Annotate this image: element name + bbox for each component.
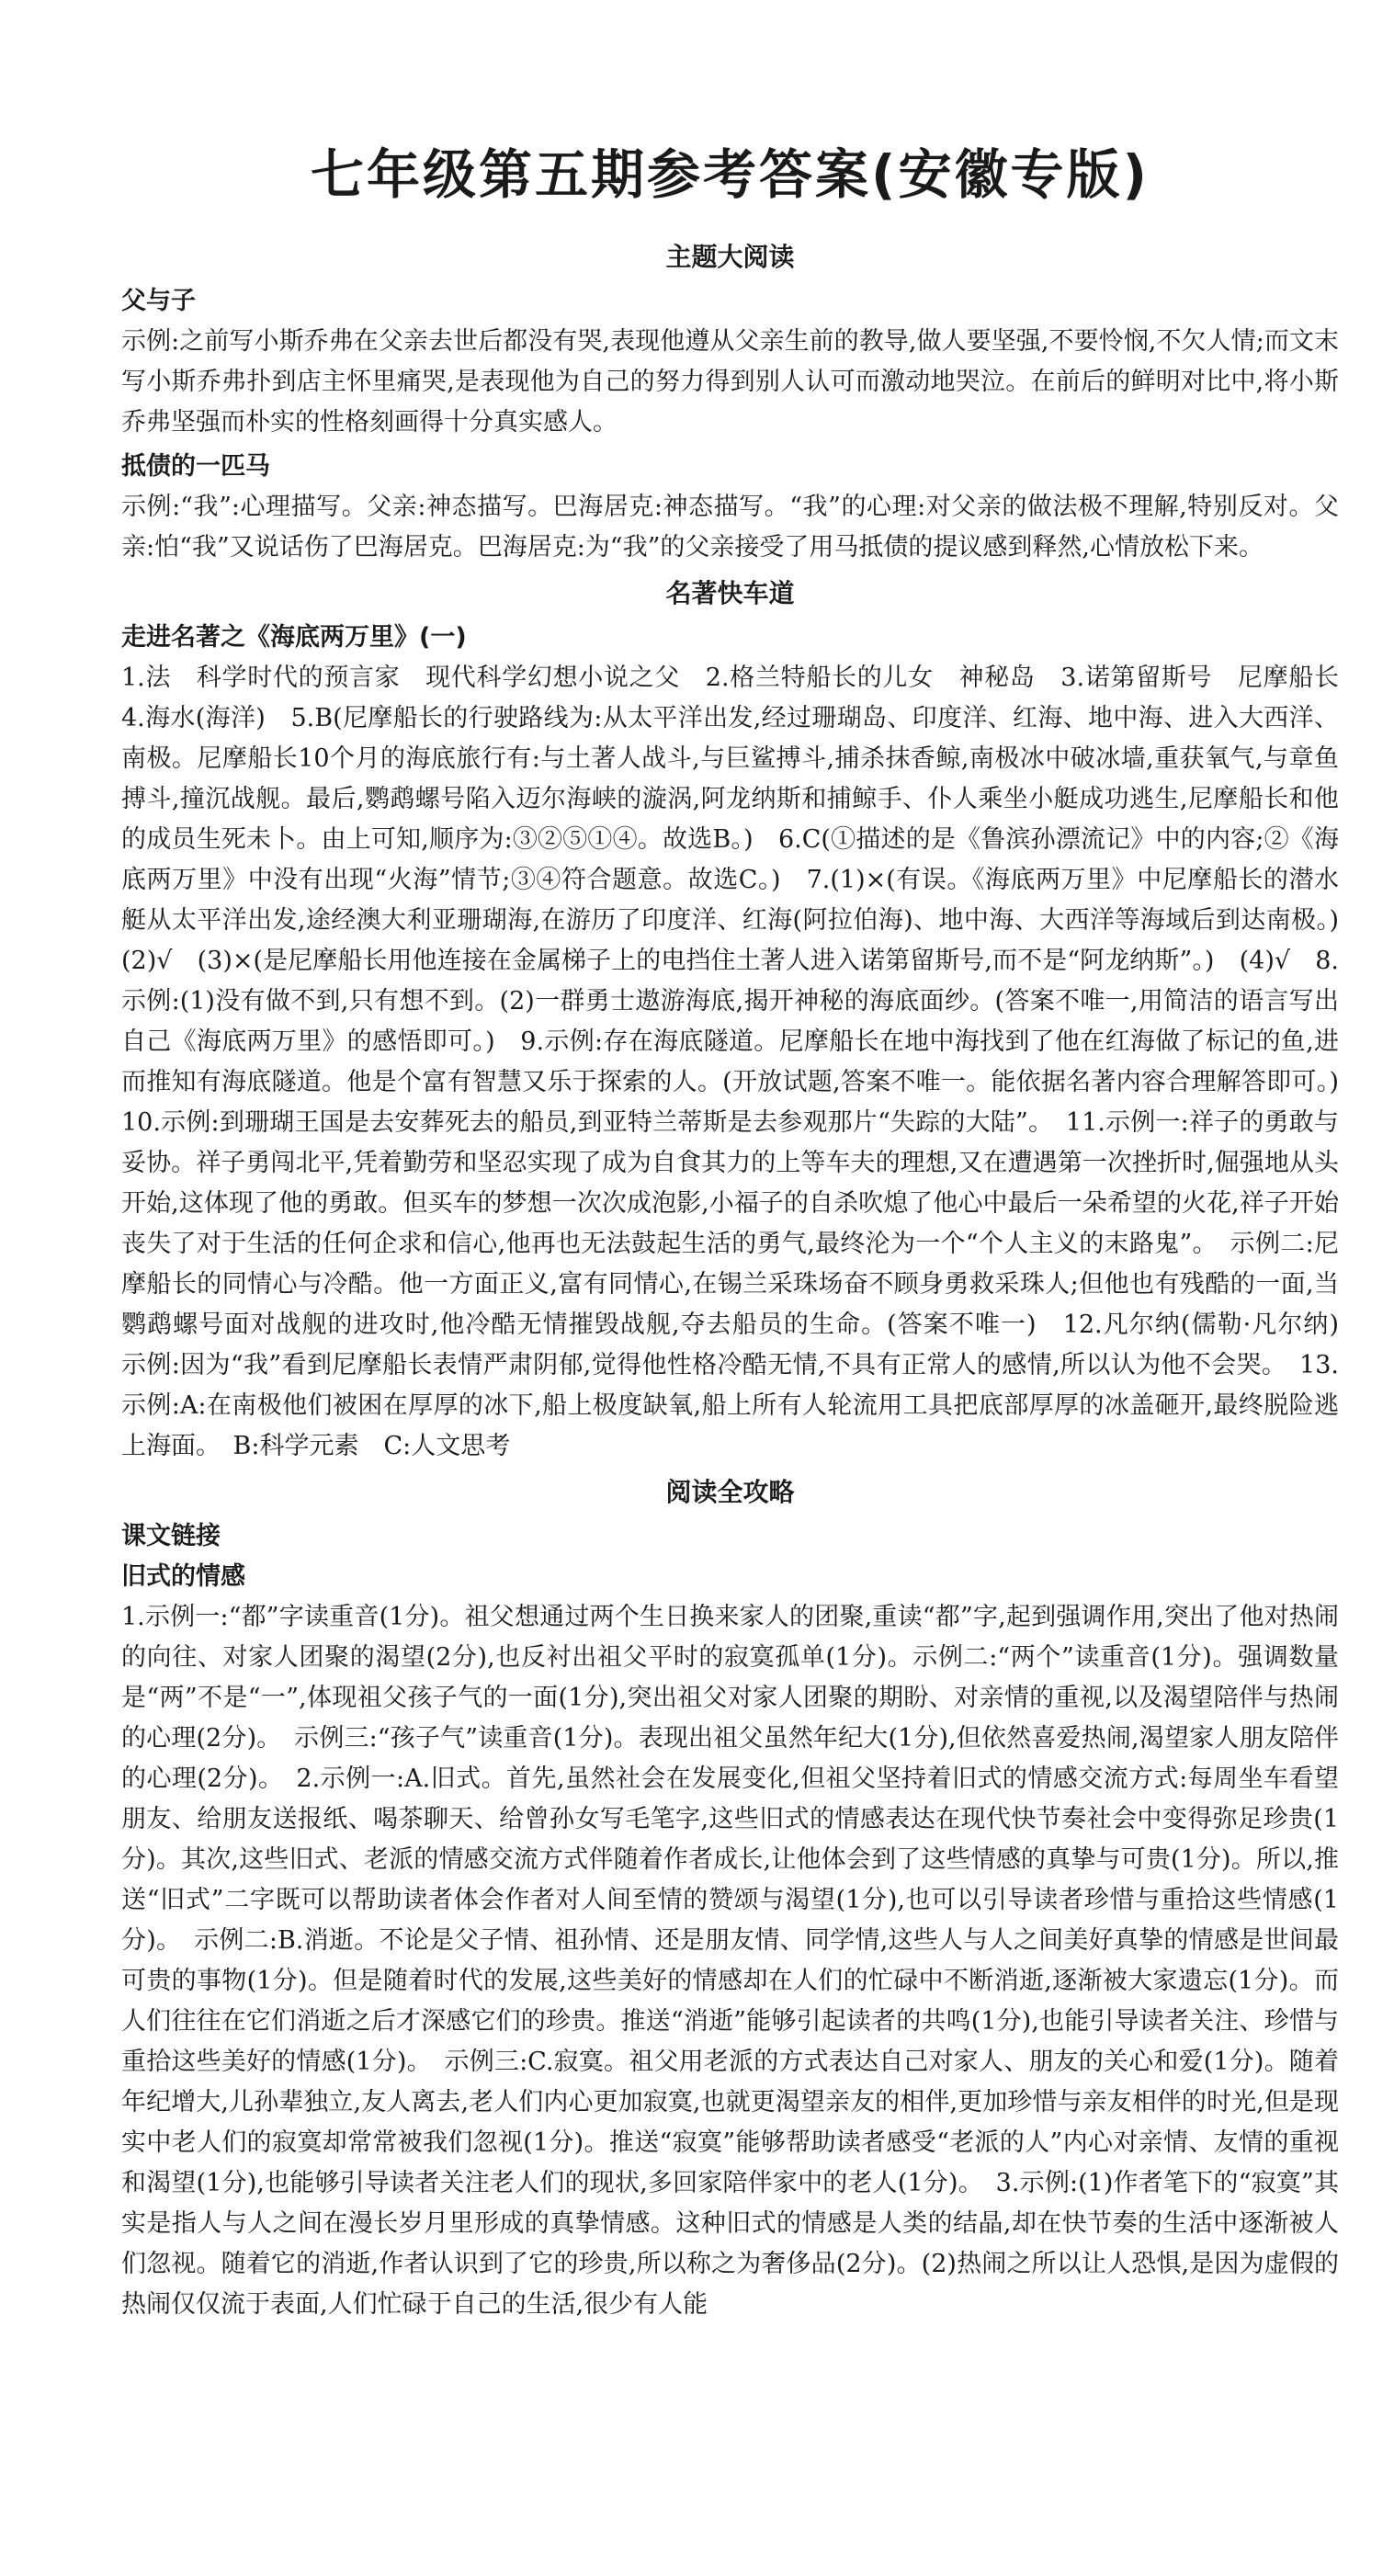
section-reading-guide xyxy=(121,1472,1339,2325)
article-title: 抵债的一匹马 xyxy=(121,452,270,481)
answer-text: 1.法 科学时代的预言家 现代科学幻想小说之父 2.格兰特船长的儿女 神秘岛 3.诺第留斯号 尼摩船长 4.海水(海洋) 5.B(尼摩船长的行驶路线为:从太平洋出发,经过珊瑚岛、印度洋、红海、地中海、进入大西洋、南极。尼摩船长10个月的海底旅行有:与土著人战斗,与巨鲨搏斗,捕杀抹香鲸,南极冰中破冰墙,重获氧气,与章鱼搏斗,撞沉战舰。最后,鹦鹉螺号陷入迈尔海峡的漩涡,阿龙纳斯和捕鲸手、仆人乘坐小艇成功逃生,尼摩船长和他的成员生死未卜。由上可知,顺序为:③②⑤①④。故选B。) 6.C(①描述的是《鲁滨孙漂流记》中的内容;②《海底两万里》中没有出现“火海”情节;③④符合题意。故选C。) 7.(1)×(有误。《海底两万里》中尼摩船长的潜水艇从太平洋出发,途经澳大利亚珊瑚海,在游历了印度洋、红海(阿拉伯海)、地中海、大西洋等海域后到达南极。) (2)√ (3)×(是尼摩船长用他连接在金属梯子上的电挡住土著人进入诺第留斯号,而不是“阿龙纳斯”。) (4)√ 8.示例:(1)没有做不到,只有想不到。(2)一群勇士遨游海底,揭开神秘的海底面纱。(答案不唯一,用简洁的语言写出自己《海底两万里》的感悟即可。) 9.示例:存在海底隧道。尼摩船长在地中海找到了他在红海做了标记的鱼,进而推知有海底隧道。他是个富有智慧又乐于探索的人。(开放试题,答案不唯一。能依据名著内容合理解答即可。) 10.示例:到珊瑚王国是去安葬死去的船员,到亚特兰蒂斯是去参观那片“失踪的大陆”。 11.示例一:祥子的勇敢与妥协。祥子勇闯北平,凭着勤劳和坚忍实现了成为自食其力的上等车夫的理想,又在遭遇第一次挫折时,倔强地从头开始,这体现了他的勇敢。但买车的梦想一次次成泡影,小福子的自杀吹熄了他心中最后一朵希望的火花,祥子开始丧失了对于生活的任何企求和信心,他再也无法鼓起生活的勇气,最终沦为一个“个人主义的末路鬼”。 示例二:尼摩船长的同情心与冷酷。他一方面正义,富有同情心,在锡兰采珠场奋不顾身勇救采珠人;但他也有残酷的一面,当鹦鹉螺号面对战舰的进攻时,他冷酷无情摧毁战舰,夺去船员的生命。(答案不唯一) 12.凡尔纳(儒勒·凡尔纳) 示例:因为“我”看到尼摩船长表情严肃阴郁,觉得他性格冷酷无情,不具有正常人的感情,所以认为他不会哭。 13.示例:A:在南极他们被困在厚厚的冰下,船上极度缺氧,船上所有人轮流用工具把底部厚厚的冰盖砸开,最终脱险逃上海面。 B:科学元素 C:人文思考 xyxy=(121,664,1364,1460)
article-title: 父与子 xyxy=(121,287,196,315)
article-title: 课文链接 xyxy=(121,1522,221,1550)
section-theme-reading xyxy=(121,237,1339,568)
article-title: 旧式的情感 xyxy=(121,1562,245,1591)
section-heading: 名著快车道 xyxy=(665,578,795,608)
article-title: 走进名著之《海底两万里》(一) xyxy=(121,623,467,652)
page-title: 七年级第五期参考答案(安徽专版) xyxy=(310,143,1150,206)
section-heading: 阅读全攻略 xyxy=(665,1477,795,1507)
answer-text: 1.示例一:“都”字读重音(1分)。祖父想通过两个生日换来家人的团聚,重读“都”字,起到强调作用,突出了他对热闹的向往、对家人团聚的渴望(2分),也反衬出祖父平时的寂寞孤单(1分)。示例二:“两个”读重音(1分)。强调数量是“两”不是“一”,体现祖父孩子气的一面(1分),突出祖父对家人团聚的期盼、对亲情的重视,以及渴望陪伴与热闹的心理(2分)。 示例三:“孩子气”读重音(1分)。表现出祖父虽然年纪大(1分),但依然喜爱热闹,渴望家人朋友陪伴的心理(2分)。 2.示例一:A.旧式。首先,虽然社会在发展变化,但祖父坚持着旧式的情感交流方式:每周坐车看望朋友、给朋友送报纸、喝茶聊天、给曾孙女写毛笔字,这些旧式的情感表达在现代快节奏社会中变得弥足珍贵(1分)。其次,这些旧式、老派的情感交流方式伴随着作者成长,让他体会到了这些情感的真挚与可贵(1分)。所以,推送“旧式”二字既可以帮助读者体会作者对人间至情的赞颂与渴望(1分),也可以引导读者珍惜与重拾这些情感(1分)。 示例二:B.消逝。不论是父子情、祖孙情、还是朋友情、同学情,这些人与人之间美好真挚的情感是世间最可贵的事物(1分)。但是随着时代的发展,这些美好的情感却在人们的忙碌中不断消逝,逐渐被大家遗忘(1分)。而人们往往在它们消逝之后才深感它们的珍贵。推送“消逝”能够引起读者的共鸣(1分),也能引导读者关注、珍惜与重拾这些美好的情感(1分)。 示例三:C.寂寞。祖父用老派的方式表达自己对家人、朋友的关心和爱(1分)。随着年纪增大,儿孙辈独立,友人离去,老人们内心更加寂寞,也就更渴望亲友的相伴,更加珍惜与亲友相伴的时光,但是现实中老人们的寂寞却常常被我们忽视(1分)。推送“寂寞”能够帮助读者感受“老派的人”内心对亲情、友情的重视和渴望(1分),也能够引导读者关注老人们的现状,多回家陪伴家中的老人(1分)。 3.示例:(1)作者笔下的“寂寞”其实是指人与人之间在漫长岁月里形成的真挚情感。这种旧式的情感是人类的结晶,却在快节奏的生活中逐渐被人们忽视。随着它的消逝,作者认识到了它的珍贵,所以称之为奢侈品(2分)。(2)热闹之所以让人恐惧,是因为虚假的热闹仅仅流于表面,人们忙碌于自己的生活,很少有人能 xyxy=(121,1603,1339,2319)
answer-text: 示例:“我”:心理描写。父亲:神态描写。巴海居克:神态描写。“我”的心理:对父亲的做法极不理解,特别反对。父亲:怕“我”又说话伤了巴海居克。巴海居克:为“我”的父亲接受了用马抵债的提议感到释然,心情放松下来。 xyxy=(121,493,1339,562)
answer-text: 示例:之前写小斯乔弗在父亲去世后都没有哭,表现他遵从父亲生前的教导,做人要坚强,不要怜悯,不欠人情;而文末写小斯乔弗扑到店主怀里痛哭,是表现他为自己的努力得到别人认可而激动地哭泣。在前后的鲜明对比中,将小斯乔弗坚强而朴实的性格刻画得十分真实感人。 xyxy=(121,327,1339,437)
section-classics xyxy=(121,573,1364,1467)
section-heading: 主题大阅读 xyxy=(665,242,795,272)
